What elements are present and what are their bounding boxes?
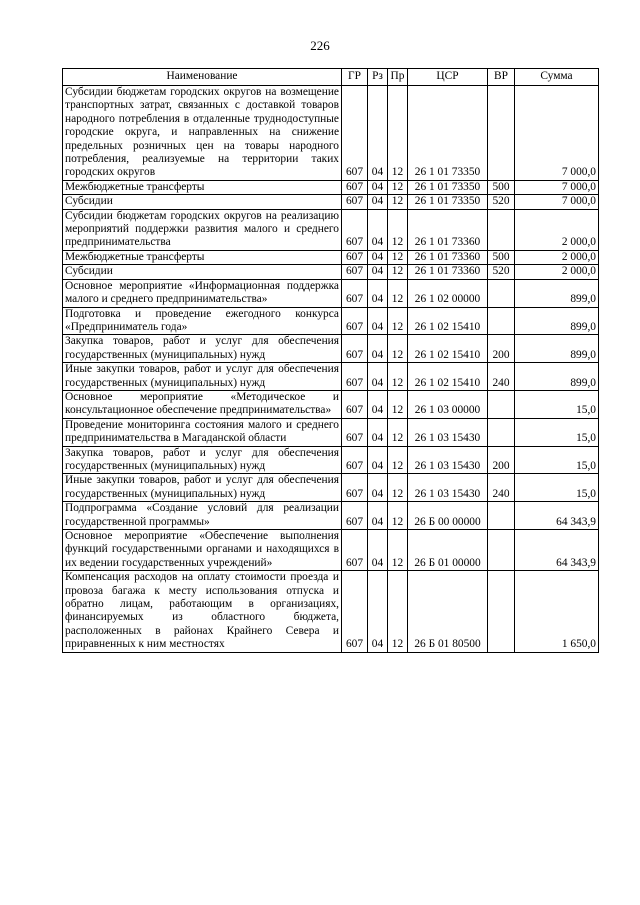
cell-sum: 2 000,0 — [515, 250, 599, 264]
cell-gr: 607 — [342, 530, 368, 571]
cell-vr: 500 — [488, 180, 515, 194]
table-row — [63, 502, 599, 530]
cell-vr — [488, 571, 515, 652]
table-row — [63, 250, 599, 264]
header-rz: Рз — [368, 69, 388, 86]
cell-sum: 15,0 — [515, 418, 599, 446]
cell-vr: 240 — [488, 474, 515, 502]
cell-rz: 04 — [368, 571, 388, 652]
table-row — [63, 390, 599, 418]
cell-vr: 520 — [488, 265, 515, 279]
cell-gr: 607 — [342, 195, 368, 209]
cell-rz: 04 — [368, 363, 388, 391]
cell-pr: 12 — [388, 418, 408, 446]
cell-pr: 12 — [388, 335, 408, 363]
table-row — [63, 265, 599, 279]
cell-pr: 12 — [388, 571, 408, 652]
cell-rz: 04 — [368, 250, 388, 264]
cell-gr: 607 — [342, 446, 368, 474]
cell-gr: 607 — [342, 86, 368, 181]
cell-rz: 04 — [368, 474, 388, 502]
cell-vr — [488, 279, 515, 307]
header-pr: Пр — [388, 69, 408, 86]
cell-sum: 2 000,0 — [515, 265, 599, 279]
cell-rz: 04 — [368, 265, 388, 279]
cell-csr: 26 1 01 73350 — [408, 180, 488, 194]
cell-rz: 04 — [368, 446, 388, 474]
cell-csr: 26 Б 00 00000 — [408, 502, 488, 530]
cell-pr: 12 — [388, 502, 408, 530]
cell-sum: 899,0 — [515, 335, 599, 363]
cell-sum: 64 343,9 — [515, 530, 599, 571]
cell-pr: 12 — [388, 195, 408, 209]
cell-vr — [488, 530, 515, 571]
cell-gr: 607 — [342, 279, 368, 307]
cell-csr: 26 Б 01 80500 — [408, 571, 488, 652]
cell-vr: 240 — [488, 363, 515, 391]
cell-csr: 26 1 02 00000 — [408, 279, 488, 307]
cell-vr — [488, 418, 515, 446]
cell-rz: 04 — [368, 279, 388, 307]
table-row — [63, 195, 599, 209]
cell-pr: 12 — [388, 390, 408, 418]
cell-vr: 200 — [488, 446, 515, 474]
table-row — [63, 307, 599, 335]
page-number: 226 — [310, 38, 330, 53]
cell-name: Основное мероприятие «Методическое и консультационное обеспечение предпринимательства» — [63, 390, 342, 418]
cell-csr: 26 1 02 15410 — [408, 307, 488, 335]
cell-name: Основное мероприятие «Обеспечение выполнения функций государственными органами и находящихся в их ведении государственных учреждений» — [63, 530, 342, 571]
cell-rz: 04 — [368, 307, 388, 335]
cell-pr: 12 — [388, 209, 408, 250]
cell-vr: 200 — [488, 335, 515, 363]
cell-sum: 15,0 — [515, 474, 599, 502]
cell-rz: 04 — [368, 530, 388, 571]
cell-gr: 607 — [342, 502, 368, 530]
cell-csr: 26 1 01 73360 — [408, 265, 488, 279]
cell-name: Основное мероприятие «Информационная поддержка малого и среднего предпринимательства» — [63, 279, 342, 307]
cell-gr: 607 — [342, 265, 368, 279]
cell-rz: 04 — [368, 335, 388, 363]
cell-rz: 04 — [368, 502, 388, 530]
cell-name: Закупка товаров, работ и услуг для обеспечения государственных (муниципальных) нужд — [63, 446, 342, 474]
cell-sum: 15,0 — [515, 390, 599, 418]
cell-name: Подготовка и проведение ежегодного конкурса «Предприниматель года» — [63, 307, 342, 335]
cell-csr: 26 1 03 00000 — [408, 390, 488, 418]
table-row — [63, 180, 599, 194]
cell-pr: 12 — [388, 279, 408, 307]
cell-csr: 26 1 01 73350 — [408, 195, 488, 209]
cell-rz: 04 — [368, 86, 388, 181]
cell-gr: 607 — [342, 418, 368, 446]
cell-name: Субсидии — [63, 265, 342, 279]
cell-rz: 04 — [368, 390, 388, 418]
cell-name: Иные закупки товаров, работ и услуг для обеспечения государственных (муниципальных) нужд — [63, 363, 342, 391]
cell-gr: 607 — [342, 250, 368, 264]
table-row — [63, 86, 599, 181]
cell-gr: 607 — [342, 390, 368, 418]
cell-gr: 607 — [342, 209, 368, 250]
cell-csr: 26 1 03 15430 — [408, 474, 488, 502]
cell-name: Субсидии бюджетам городских округов на возмещение транспортных затрат, связанных с доставкой товаров народного потребления в отдаленные труднодоступные городские округа, и направленных на снижение предельных розничных цен на товары народного потребления, реализуемые на территории таких городских округов — [63, 86, 342, 181]
cell-gr: 607 — [342, 180, 368, 194]
cell-pr: 12 — [388, 530, 408, 571]
cell-name: Межбюджетные трансферты — [63, 250, 342, 264]
cell-sum: 899,0 — [515, 279, 599, 307]
cell-pr: 12 — [388, 265, 408, 279]
table-row — [63, 530, 599, 571]
table-row — [63, 418, 599, 446]
cell-pr: 12 — [388, 474, 408, 502]
header-gr: ГР — [342, 69, 368, 86]
header-name: Наименование — [63, 69, 342, 86]
header-row — [63, 69, 599, 86]
table-row — [63, 209, 599, 250]
cell-name: Субсидии бюджетам городских округов на реализацию мероприятий поддержки развития малого и среднего предпринимательства — [63, 209, 342, 250]
table-body — [63, 86, 599, 653]
cell-rz: 04 — [368, 209, 388, 250]
table-row — [63, 446, 599, 474]
cell-sum: 15,0 — [515, 446, 599, 474]
cell-csr: 26 1 01 73360 — [408, 250, 488, 264]
cell-gr: 607 — [342, 307, 368, 335]
cell-rz: 04 — [368, 195, 388, 209]
cell-sum: 7 000,0 — [515, 195, 599, 209]
header-vr: ВР — [488, 69, 515, 86]
cell-rz: 04 — [368, 418, 388, 446]
cell-vr — [488, 390, 515, 418]
table-row — [63, 279, 599, 307]
cell-vr — [488, 502, 515, 530]
cell-gr: 607 — [342, 363, 368, 391]
cell-pr: 12 — [388, 180, 408, 194]
cell-pr: 12 — [388, 250, 408, 264]
cell-sum: 64 343,9 — [515, 502, 599, 530]
cell-sum: 7 000,0 — [515, 180, 599, 194]
header-csr: ЦСР — [408, 69, 488, 86]
cell-rz: 04 — [368, 180, 388, 194]
cell-sum: 2 000,0 — [515, 209, 599, 250]
cell-vr — [488, 209, 515, 250]
cell-csr: 26 1 02 15410 — [408, 363, 488, 391]
cell-pr: 12 — [388, 446, 408, 474]
cell-csr: 26 1 01 73360 — [408, 209, 488, 250]
cell-name: Субсидии — [63, 195, 342, 209]
cell-vr: 520 — [488, 195, 515, 209]
cell-sum: 1 650,0 — [515, 571, 599, 652]
cell-vr — [488, 307, 515, 335]
cell-vr — [488, 86, 515, 181]
cell-name: Закупка товаров, работ и услуг для обеспечения государственных (муниципальных) нужд — [63, 335, 342, 363]
cell-name: Подпрограмма «Создание условий для реализации государственной программы» — [63, 502, 342, 530]
cell-gr: 607 — [342, 474, 368, 502]
cell-csr: 26 Б 01 00000 — [408, 530, 488, 571]
table-row — [63, 335, 599, 363]
cell-csr: 26 1 03 15430 — [408, 418, 488, 446]
table-row — [63, 474, 599, 502]
cell-pr: 12 — [388, 307, 408, 335]
table-row — [63, 363, 599, 391]
cell-csr: 26 1 02 15410 — [408, 335, 488, 363]
cell-csr: 26 1 03 15430 — [408, 446, 488, 474]
cell-name: Компенсация расходов на оплату стоимости проезда и провоза багажа к месту использования отпуска и обратно лицам, работающим в организациях, финансируемых из областного бюджета, расположенных в районах Крайнего Севера и приравненных к ним местностях — [63, 571, 342, 652]
cell-sum: 7 000,0 — [515, 86, 599, 181]
cell-name: Проведение мониторинга состояния малого и среднего предпринимательства в Магаданской области — [63, 418, 342, 446]
budget-table — [62, 68, 599, 653]
cell-gr: 607 — [342, 335, 368, 363]
cell-csr: 26 1 01 73350 — [408, 86, 488, 181]
cell-sum: 899,0 — [515, 307, 599, 335]
table-row — [63, 571, 599, 652]
cell-name: Иные закупки товаров, работ и услуг для обеспечения государственных (муниципальных) нужд — [63, 474, 342, 502]
cell-sum: 899,0 — [515, 363, 599, 391]
header-sum: Сумма — [515, 69, 599, 86]
cell-name: Межбюджетные трансферты — [63, 180, 342, 194]
cell-gr: 607 — [342, 571, 368, 652]
cell-pr: 12 — [388, 363, 408, 391]
cell-vr: 500 — [488, 250, 515, 264]
cell-pr: 12 — [388, 86, 408, 181]
